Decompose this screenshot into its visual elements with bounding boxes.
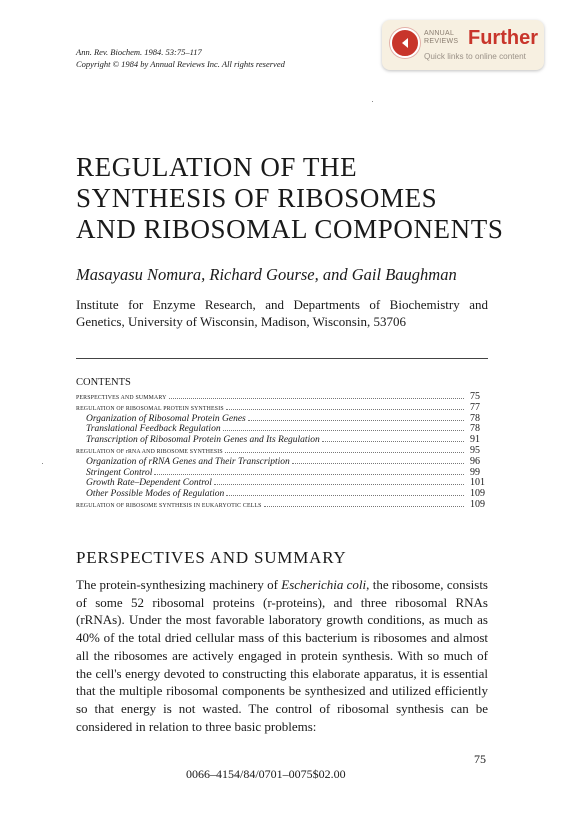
toc-entry-label: Growth Rate–Dependent Control <box>86 478 212 489</box>
toc-entry-page: 77 <box>470 401 480 413</box>
toc-entry-label: REGULATION OF RIBOSOME SYNTHESIS IN EUKARYOTIC CELLS <box>76 502 262 509</box>
toc-entry-page: 101 <box>470 477 485 489</box>
toc-entry[interactable] <box>76 435 488 446</box>
toc-entry-page: 99 <box>470 466 480 478</box>
toc-entry[interactable] <box>76 457 488 468</box>
section-heading: PERSPECTIVES AND SUMMARY <box>76 548 347 567</box>
scan-speck <box>42 463 43 464</box>
toc-entry-label: REGULATION OF rRNA AND RIBOSOME SYNTHESIS <box>76 448 223 455</box>
badge-annual-text: ANNUAL <box>424 30 455 37</box>
toc-entry-label: Stringent Control <box>86 467 153 478</box>
toc-entry[interactable] <box>76 489 488 500</box>
toc-dot-leader <box>292 462 464 464</box>
annual-reviews-further-badge[interactable] <box>382 20 544 70</box>
toc-entry-label: Other Possible Modes of Regulation <box>86 489 225 500</box>
title-line-3: AND RIBOSOMAL COMPONENTS <box>76 214 504 244</box>
scan-speck <box>372 101 373 102</box>
body-paragraph <box>76 576 488 735</box>
toc-entry[interactable] <box>76 478 488 489</box>
toc-dot-leader <box>169 397 465 399</box>
toc-entry-page: 78 <box>470 423 480 435</box>
toc-entry[interactable] <box>76 468 488 479</box>
page-number: 75 <box>474 752 486 766</box>
toc-entry-page: 109 <box>470 498 485 510</box>
toc-entry-label: REGULATION OF RIBOSOMAL PROTEIN SYNTHESIS <box>76 405 224 412</box>
toc-entry-label: Transcription of Ribosomal Protein Genes and Its Regulation <box>86 435 320 446</box>
affiliation: Institute for Enzyme Research, and Departments of Biochemistry and Genetics, University of Wisconsin, Madison, Wisconsin, 53706 <box>76 297 488 329</box>
toc-entry-page: 109 <box>470 488 485 500</box>
article-title <box>76 152 516 245</box>
citation-line-2: Copyright © 1984 by Annual Reviews Inc. All rights reserved <box>76 59 285 69</box>
toc-entry-page: 75 <box>470 391 480 402</box>
toc-entry[interactable] <box>76 424 488 435</box>
toc-dot-leader <box>322 440 464 442</box>
title-line-1: REGULATION OF THE <box>76 152 358 182</box>
toc-dot-leader <box>225 451 464 453</box>
toc-entry-label: PERSPECTIVES AND SUMMARY <box>76 395 167 401</box>
toc-entry[interactable] <box>76 414 488 425</box>
toc-dot-leader <box>226 408 464 410</box>
badge-reviews-text: REVIEWS <box>424 38 459 45</box>
toc-entry-page: 78 <box>470 412 480 424</box>
authors: Masayasu Nomura, Richard Gourse, and Gail Baughman <box>76 265 457 284</box>
contents-heading: CONTENTS <box>76 377 131 388</box>
body-text-rest: , the ribosome, consists of some 52 ribosomal proteins (r-proteins), and three ribosomal RNAs (rRNAs). Under the most favorable laboratory growth conditions, as much as 40% of the total dried cellular mass of this bacterium is ribosomes and almost all the ribosomes are actively engaged in protein synthesis. With so much of the cell's energy devoted to constructing this elaborate apparatus, it is essential that the multiple ribosomal components be synthesized and utilized efficiently so that energy is not wasted. The control of ribosomal synthesis can be considered in relation to three basic problems: <box>76 577 488 734</box>
toc-dot-leader <box>223 429 464 431</box>
table-of-contents <box>76 392 488 511</box>
citation-line-1: Ann. Rev. Biochem. 1984. 53:75–117 <box>76 47 202 57</box>
toc-dot-leader <box>226 494 464 496</box>
toc-entry[interactable] <box>76 392 488 403</box>
toc-entry-label: Organization of rRNA Genes and Their Transcription <box>86 456 290 467</box>
toc-entry[interactable] <box>76 500 488 511</box>
footer-code: 0066–4154/84/0701–0075$02.00 <box>186 767 346 781</box>
toc-entry-page: 96 <box>470 455 480 467</box>
journal-citation <box>76 46 285 70</box>
toc-entry-page: 91 <box>470 434 480 446</box>
toc-entry[interactable] <box>76 446 488 457</box>
toc-entry-label: Organization of Ribosomal Protein Genes <box>86 413 246 424</box>
badge-further-text: Further <box>468 27 538 49</box>
toc-dot-leader <box>264 505 464 507</box>
badge-quick-links-text: Quick links to online content <box>424 52 526 61</box>
title-line-2: SYNTHESIS OF RIBOSOMES <box>76 183 438 213</box>
toc-entry[interactable] <box>76 403 488 414</box>
divider <box>76 358 488 359</box>
species-name: Escherichia coli <box>281 577 367 592</box>
toc-entry-page: 95 <box>470 444 480 456</box>
toc-entry-label: Translational Feedback Regulation <box>86 424 221 435</box>
toc-dot-leader <box>154 473 464 475</box>
play-arrow-icon <box>390 28 420 58</box>
body-text-start: The protein-synthesizing machinery of <box>76 577 282 592</box>
toc-dot-leader <box>214 483 464 485</box>
toc-dot-leader <box>248 419 464 421</box>
